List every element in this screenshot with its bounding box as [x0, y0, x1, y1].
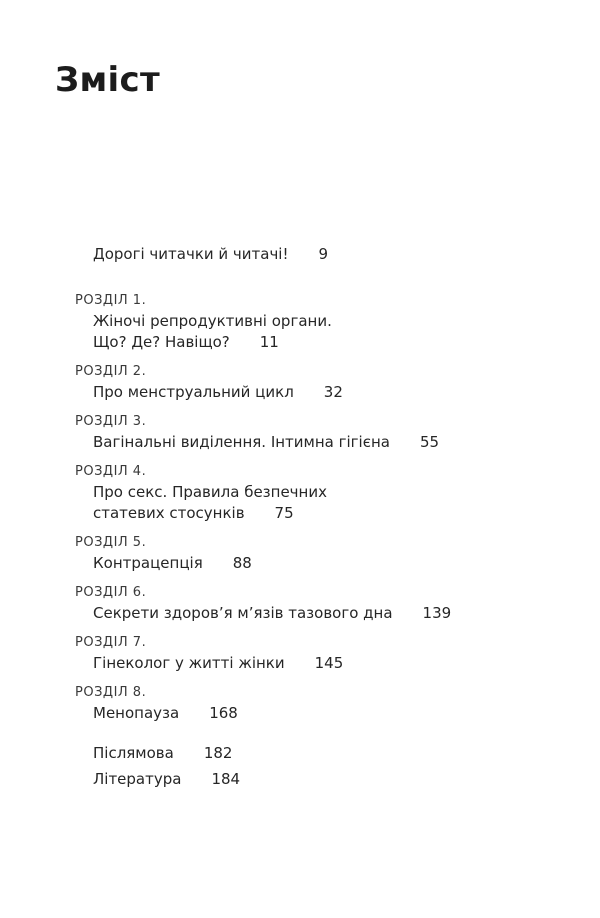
chapter-title-line [75, 603, 562, 624]
page-number: 75 [274, 504, 294, 522]
page-number: 55 [419, 433, 440, 451]
chapter-title-line [75, 311, 562, 332]
toc-entry-chapter-4 [75, 461, 562, 524]
chapter-title-text: Вагінальні виділення. Інтимна гігієна [93, 433, 390, 451]
chapter-title-text: Менопауза [93, 704, 180, 722]
page-number: 11 [259, 333, 279, 351]
toc-entry-chapter-7 [75, 632, 562, 674]
chapter-title-line [75, 432, 562, 453]
chapter-title-line [75, 332, 562, 353]
backmatter-title-text: Література [93, 770, 182, 788]
chapter-title-line [75, 703, 562, 724]
chapter-title-text: Контрацепція [93, 554, 203, 572]
chapter-number-label: РОЗДІЛ 3. [75, 414, 147, 429]
chapter-number-label: РОЗДІЛ 6. [75, 585, 147, 600]
chapter-title-text: Гінеколог у житті жінки [93, 654, 285, 672]
page-number: 88 [232, 554, 252, 572]
chapter-title-line [75, 382, 562, 403]
chapter-title-text: статевих стосунків [93, 504, 245, 522]
chapter-title-text: Про менструальний цикл [93, 383, 294, 401]
backmatter-row [75, 740, 562, 766]
toc-entry-chapter-3 [75, 411, 562, 453]
page-number: 168 [209, 704, 238, 722]
page-number: 139 [422, 604, 452, 622]
toc-intro-row [75, 244, 562, 265]
backmatter-title-text: Післямова [93, 744, 174, 762]
intro-page-number: 9 [318, 245, 329, 263]
table-of-contents [75, 244, 562, 792]
page-number: 184 [211, 770, 241, 788]
chapter-title-text: Жіночі репродуктивні органи. [93, 312, 332, 330]
toc-entry-chapter-1 [75, 290, 562, 353]
chapter-number-label: РОЗДІЛ 4. [75, 464, 147, 479]
intro-text: Дорогі читачки й читачі! [93, 245, 289, 263]
toc-entry-chapter-8 [75, 682, 562, 724]
chapter-number-label: РОЗДІЛ 2. [75, 364, 147, 379]
chapter-number-label: РОЗДІЛ 7. [75, 635, 147, 650]
toc-backmatter [75, 740, 562, 792]
backmatter-row [75, 766, 562, 792]
chapter-number-label: РОЗДІЛ 1. [75, 293, 147, 308]
chapter-title-line [75, 482, 562, 503]
page-number: 145 [314, 654, 344, 672]
chapter-title-line [75, 503, 562, 524]
page-number: 182 [203, 744, 233, 762]
page-title: Зміст [55, 60, 160, 100]
chapter-title-line [75, 553, 562, 574]
chapter-title-line [75, 653, 562, 674]
chapter-number-label: РОЗДІЛ 8. [75, 685, 147, 700]
toc-entry-chapter-6 [75, 582, 562, 624]
toc-entry-chapter-2 [75, 361, 562, 403]
chapter-title-text: Секрети здоров’я м’язів тазового дна [93, 604, 393, 622]
chapter-title-text: Про секс. Правила безпечних [93, 483, 327, 501]
toc-entry-chapter-5 [75, 532, 562, 574]
page-number: 32 [323, 383, 343, 401]
chapter-title-text: Що? Де? Навіщо? [93, 333, 230, 351]
chapter-number-label: РОЗДІЛ 5. [75, 535, 147, 550]
